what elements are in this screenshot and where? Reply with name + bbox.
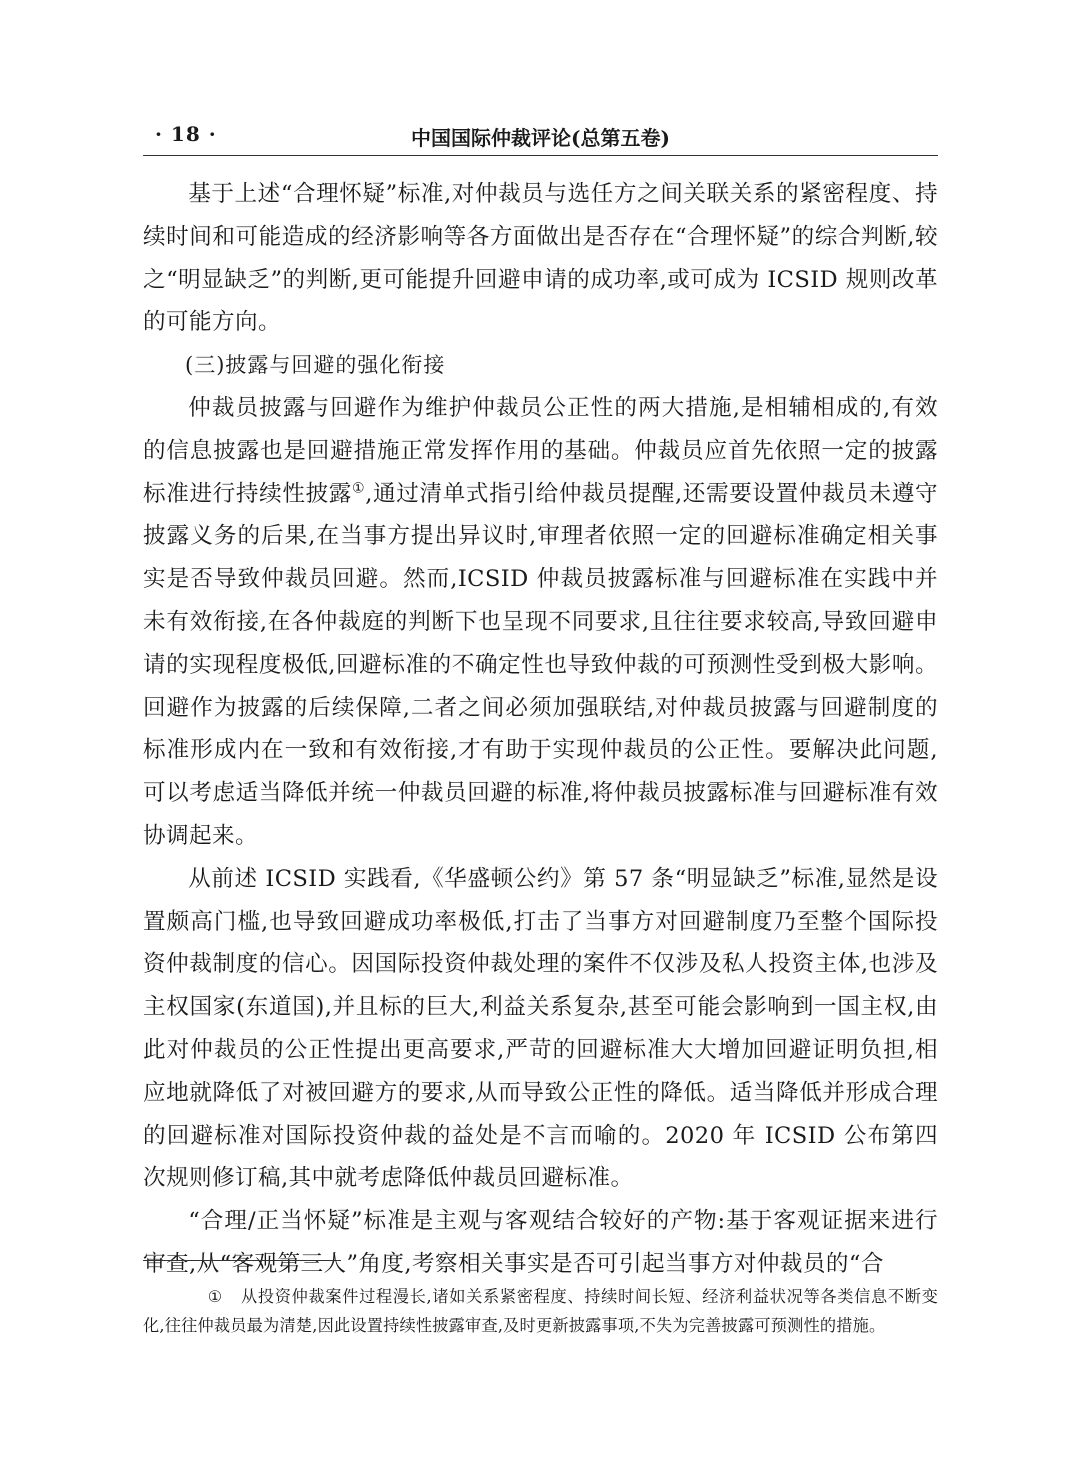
paragraph-text-part1: 仲裁员披露与回避作为维护仲裁员公正性的两大措施,是相辅相成的,有效的信息披露也是回避措施正常发挥作用的基础。仲裁员应首先依照一定的披露标准进行持续性披露: [143, 394, 938, 507]
header-rule: [143, 155, 938, 156]
paragraph-reasonable-doubt: 基于上述“合理怀疑”标准,对仲裁员与选任方之间关联关系的紧密程度、持续时间和可能造成的经济影响等各方面做出是否存在“合理怀疑”的综合判断,较之“明显缺乏”的判断,更可能提升回避申请的成功率,或可成为 ICSID 规则改革的可能方向。: [143, 181, 938, 336]
running-header: [143, 120, 938, 150]
footnote-mark: ①: [207, 1287, 223, 1306]
page-number: · 18 ·: [155, 122, 217, 146]
section-heading: (三)披露与回避的强化衔接: [185, 353, 446, 378]
document-page: [143, 0, 938, 1461]
body-text: [143, 173, 938, 1286]
footnote: [143, 1283, 938, 1340]
journal-title: 中国国际仲裁评论(总第五卷): [411, 126, 670, 150]
paragraph-text-part2: ,通过清单式指引给仲裁员提醒,还需要设置仲裁员未遵守披露义务的后果,在当事方提出异议时,审理者依照一定的回避标准确定相关事实是否导致仲裁员回避。然而,ICSID 仲裁员披露标准与回避标准在实践中并未有效衔接,在各仲裁庭的判断下也呈现不同要求,且往往要求较高,导致回避申请的实现程度极低,回避标准的不确定性也导致仲裁的可预测性受到极大影响。回避作为披露的后续保障,二者之间必须加强联结,对仲裁员披露与回避制度的标准形成内在一致和有效衔接,才有助于实现仲裁员的公正性。要解决此问题,可以考虑适当降低并统一仲裁员回避的标准,将仲裁员披露标准与回避标准有效协调起来。: [143, 480, 939, 849]
paragraph-justifiable-doubt: “合理/正当怀疑”标准是主观与客观结合较好的产物:基于客观证据来进行审查,从“客观第三人”角度,考察相关事实是否可引起当事方对仲裁员的“合: [143, 1208, 938, 1277]
paragraph-icsid-practice: 从前述 ICSID 实践看,《华盛顿公约》第 57 条“明显缺乏”标准,显然是设置颇高门槛,也导致回避成功率极低,打击了当事方对回避制度乃至整个国际投资仲裁制度的信心。因国际投资仲裁处理的案件不仅涉及私人投资主体,也涉及主权国家(东道国),并且标的巨大,利益关系复杂,甚至可能会影响到一国主权,由此对仲裁员的公正性提出更高要求,严苛的回避标准大大增加回避证明负担,相应地就降低了对被回避方的要求,从而导致公正性的降低。适当降低并形成合理的回避标准对国际投资仲裁的益处是不言而喻的。2020 年 ICSID 公布第四次规则修订稿,其中就考虑降低仲裁员回避标准。: [143, 865, 938, 1192]
footnote-rule: [143, 1260, 341, 1261]
paragraph-disclosure-challenge: [143, 387, 938, 858]
footnote-reference[interactable]: ①: [352, 480, 366, 497]
footnote-text: 从投资仲裁案件过程漫长,诸如关系紧密程度、持续时间长短、经济利益状况等各类信息不断变化,往往仲裁员最为清楚,因此设置持续性披露审查,及时更新披露事项,不失为完善披露可预测性的措施。: [143, 1287, 938, 1335]
